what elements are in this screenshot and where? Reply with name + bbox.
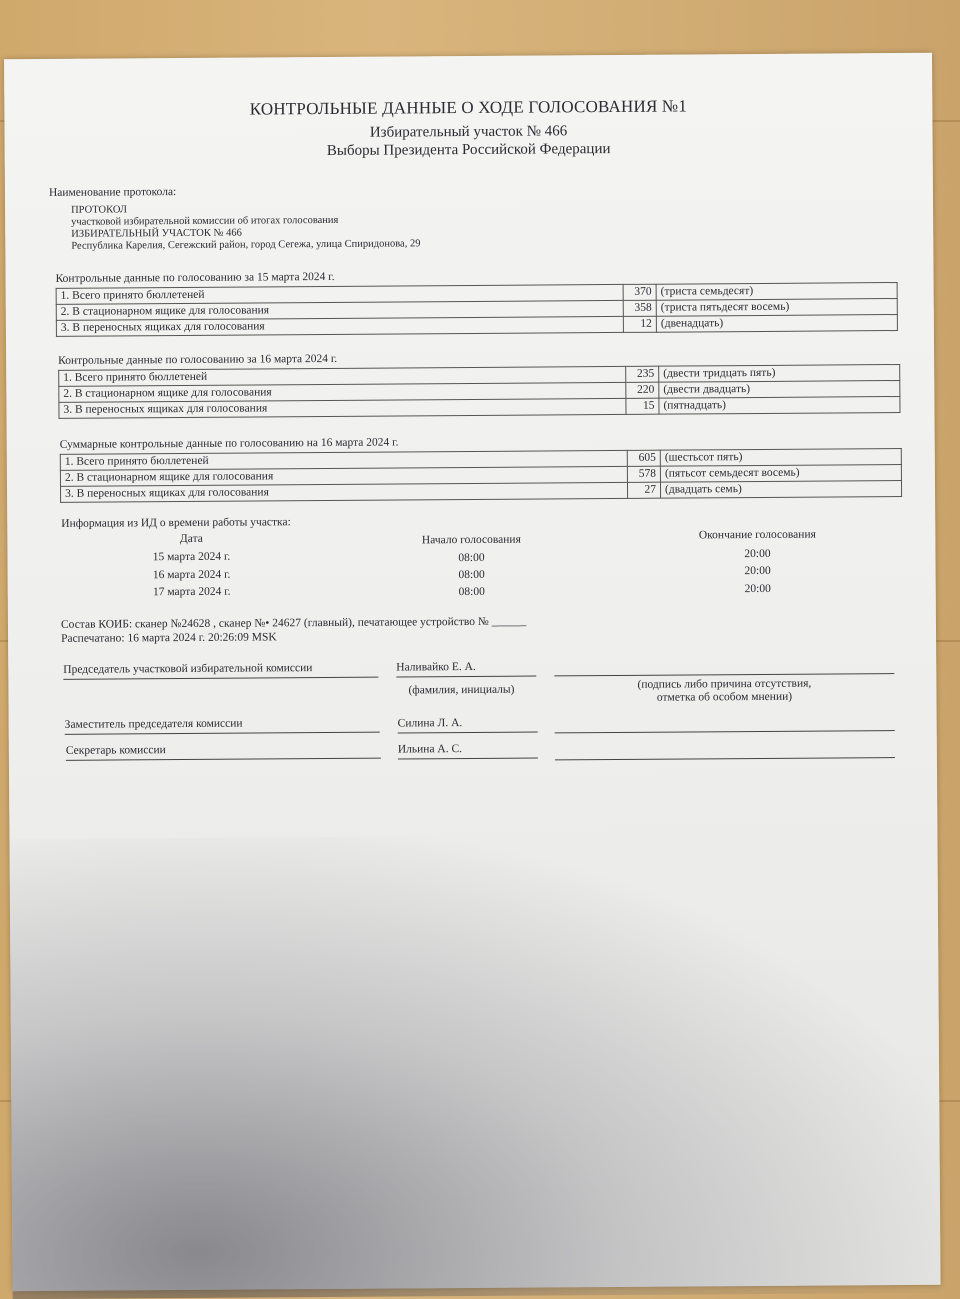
row-words: (двести тридцать пять) <box>659 364 900 382</box>
hours-start: 08:00 <box>458 551 485 565</box>
secretary-role: Секретарь комиссии <box>65 744 166 757</box>
koib-info: Состав КОИБ: сканер №24628 , сканер №• 24627 (главный), печатающее устройство № ______ <box>60 615 527 631</box>
row-label: 3. В переносных ящиках для голосования <box>60 482 627 502</box>
row-label: 2. В стационарном ящике для голосования <box>56 300 623 320</box>
row-label: 2. В стационарном ящике для голосования <box>59 382 626 402</box>
secretary-signature-line <box>555 757 895 760</box>
signature-hint: (подпись либо причина отсутствия, <box>637 677 812 691</box>
hours-caption: Информация из ИД о времени работы участка: <box>61 516 291 530</box>
hours-end: 20:00 <box>744 582 771 596</box>
protocol-line: участковой избирательной комиссии об итогах голосования <box>71 214 339 228</box>
row-number: 370 <box>623 284 656 300</box>
chair-role: Председатель участковой избирательной комиссии <box>63 662 313 676</box>
totals-table <box>58 364 900 419</box>
row-number: 27 <box>627 482 660 498</box>
deputy-signature-line <box>555 730 895 733</box>
row-number: 605 <box>627 450 660 466</box>
row-words: (триста семьдесят) <box>656 283 897 301</box>
section-caption: Суммарные контрольные данные по голосованию на 16 марта 2024 г. <box>59 436 399 451</box>
row-words: (двадцать семь) <box>660 480 901 498</box>
row-label: 1. Всего принято бюллетеней <box>59 366 626 386</box>
secretary-name: Ильина А. С. <box>397 743 463 756</box>
deputy-role: Заместитель председателя комиссии <box>64 717 243 731</box>
protocol-sheet <box>4 53 941 1291</box>
totals-table <box>60 448 902 503</box>
hours-col-date: Дата <box>179 532 203 546</box>
row-words: (триста пятьдесят восемь) <box>656 299 897 317</box>
row-number: 235 <box>626 366 659 382</box>
row-label: 3. В переносных ящиках для голосования <box>59 398 626 418</box>
section-caption: Контрольные данные по голосованию за 15 марта 2024 г. <box>55 270 335 285</box>
chair-name: Наливайко Е. А. <box>396 660 476 674</box>
row-words: (двенадцать) <box>656 315 897 333</box>
chair-name-line <box>396 676 536 678</box>
row-number: 358 <box>623 300 656 316</box>
row-words: (пятнадцать) <box>659 396 900 414</box>
secretary-role-line <box>66 758 381 761</box>
protocol-line: ПРОТОКОЛ <box>71 204 128 216</box>
hours-end: 20:00 <box>744 547 771 561</box>
row-label: 3. В переносных ящиках для голосования <box>56 316 623 336</box>
hours-col-end: Окончание голосования <box>698 528 816 542</box>
election-name: Выборы Президента Российской Федерации <box>326 141 611 159</box>
row-words: (пятьсот семьдесят восемь) <box>660 464 901 482</box>
document-title: КОНТРОЛЬНЫЕ ДАННЫЕ О ХОДЕ ГОЛОСОВАНИЯ №1 <box>249 96 688 119</box>
row-number: 12 <box>623 316 656 332</box>
row-number: 220 <box>626 382 659 398</box>
row-label: 1. Всего принято бюллетеней <box>56 284 623 304</box>
name-hint: (фамилия, инициалы) <box>408 683 515 697</box>
protocol-line: ИЗБИРАТЕЛЬНЫЙ УЧАСТОК № 466 <box>71 227 242 240</box>
hours-start: 08:00 <box>458 585 485 599</box>
hours-col-start: Начало голосования <box>421 533 521 547</box>
hours-date: 17 марта 2024 г. <box>152 585 231 599</box>
printed-timestamp: Распечатано: 16 марта 2024 г. 20:26:09 MSK <box>61 631 277 645</box>
deputy-role-line <box>65 732 380 735</box>
row-words: (двести двадцать) <box>659 380 900 398</box>
chair-role-line <box>63 677 378 680</box>
row-number: 15 <box>626 398 659 414</box>
hours-start: 08:00 <box>458 568 485 582</box>
protocol-heading: Наименование протокола: <box>48 186 177 199</box>
secretary-name-line <box>398 758 538 760</box>
chair-signature-line <box>554 673 894 676</box>
totals-table <box>56 282 898 337</box>
row-label: 1. Всего принято бюллетеней <box>60 450 627 470</box>
hours-date: 16 марта 2024 г. <box>152 568 231 582</box>
signature-hint: отметка об особом мнении) <box>656 690 793 704</box>
section-caption: Контрольные данные по голосованию за 16 марта 2024 г. <box>58 352 338 367</box>
row-number: 578 <box>627 466 660 482</box>
hours-date: 15 марта 2024 г. <box>152 550 231 564</box>
row-label: 2. В стационарном ящике для голосования <box>60 466 627 486</box>
protocol-line: Республика Карелия, Сегежский район, город Сегежа, улица Спиридонова, 29 <box>71 238 421 252</box>
precinct-number: Избирательный участок № 466 <box>369 123 568 141</box>
photo-shadow <box>9 833 940 1299</box>
deputy-name-line <box>398 732 538 734</box>
hours-end: 20:00 <box>744 564 771 578</box>
deputy-name: Силина Л. А. <box>397 717 463 730</box>
row-words: (шестьсот пять) <box>660 448 901 466</box>
